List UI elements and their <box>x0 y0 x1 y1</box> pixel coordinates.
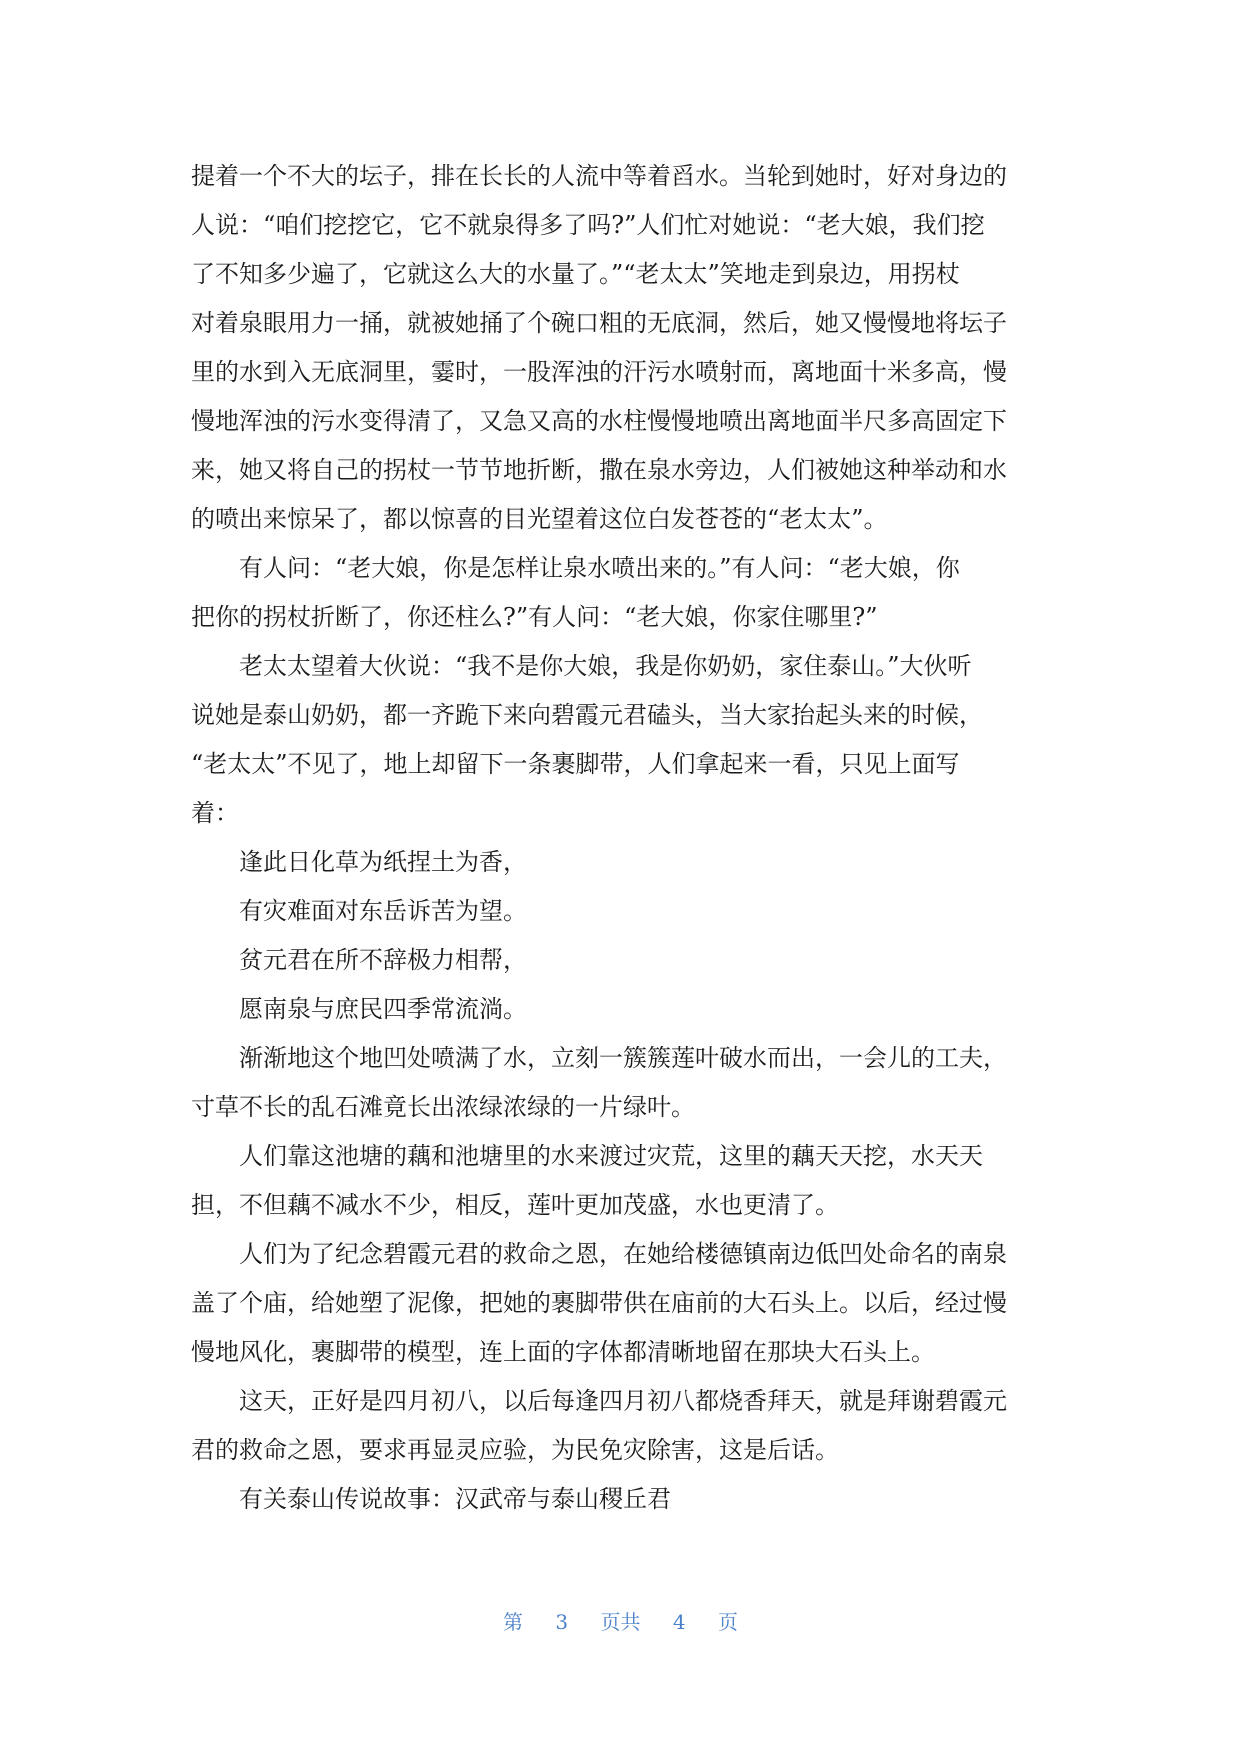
text-line: 对着泉眼用力一捅，就被她捅了个碗口粗的无底洞，然后，她又慢慢地将坛子 <box>191 309 1007 337</box>
text-line: 君的救命之恩，要求再显灵应验，为民免灾除害，这是后话。 <box>191 1436 839 1464</box>
text-line: 人说：“咱们挖挖它，它不就泉得多了吗?”人们忙对她说：“老大娘，我们挖 <box>191 211 985 239</box>
text-line: 担，不但藕不减水不少，相反，莲叶更加茂盛，水也更清了。 <box>191 1191 839 1219</box>
footer-suffix: 页 <box>717 1610 738 1634</box>
text-line: 的喷出来惊呆了，都以惊喜的目光望着这位白发苍苍的“老太太”。 <box>191 505 888 533</box>
text-line: 说她是泰山奶奶，都一齐跪下来向碧霞元君磕头，当大家抬起头来的时候， <box>191 701 983 729</box>
text-line: 这天，正好是四月初八，以后每逢四月初八都烧香拜天，就是拜谢碧霞元 <box>191 1387 1007 1415</box>
poem-line: 有灾难面对东岳诉苦为望。 <box>191 897 527 925</box>
text-line: 渐渐地这个地凹处喷满了水，立刻一簇簇莲叶破水而出，一会儿的工夫， <box>191 1044 1007 1072</box>
poem-line: 愿南泉与庶民四季常流淌。 <box>191 995 527 1023</box>
text-line: 有人问：“老大娘，你是怎样让泉水喷出来的。”有人问：“老大娘，你 <box>191 554 960 582</box>
footer-middle: 页共 <box>600 1610 641 1634</box>
footer-page-number: 3 <box>555 1610 569 1634</box>
section-title-line: 有关泰山传说故事：汉武帝与泰山稷丘君 <box>191 1485 671 1513</box>
text-line: 了不知多少遍了，它就这么大的水量了。”“老太太”笑地走到泉边，用拐杖 <box>191 260 960 288</box>
document-body <box>191 152 1051 1524</box>
text-line: 来，她又将自己的拐杖一节节地折断，撒在泉水旁边，人们被她这种举动和水 <box>191 456 1007 484</box>
text-line: 慢地浑浊的污水变得清了，又急又高的水柱慢慢地喷出离地面半尺多高固定下 <box>191 407 1007 435</box>
text-line: 里的水到入无底洞里，霎时，一股浑浊的汗污水喷射而，离地面十米多高，慢 <box>191 358 1007 386</box>
text-line: 把你的拐杖折断了，你还柱么?”有人问：“老大娘，你家住哪里?” <box>191 603 878 631</box>
text-line: 慢地风化，裹脚带的模型，连上面的字体都清晰地留在那块大石头上。 <box>191 1338 935 1366</box>
text-line: “老太太”不见了，地上却留下一条裹脚带，人们拿起来一看，只见上面写 <box>191 750 960 778</box>
poem-line: 逢此日化草为纸捏土为香， <box>191 848 527 876</box>
text-line: 寸草不长的乱石滩竟长出浓绿浓绿的一片绿叶。 <box>191 1093 695 1121</box>
text-line: 人们为了纪念碧霞元君的救命之恩，在她给楼德镇南边低凹处命名的南泉 <box>191 1240 1007 1268</box>
text-line: 着： <box>191 799 239 827</box>
poem-line: 贫元君在所不辞极力相帮， <box>191 946 527 974</box>
page-footer <box>0 1606 1241 1635</box>
text-line: 提着一个不大的坛子，排在长长的人流中等着舀水。当轮到她时，好对身边的 <box>191 162 1007 190</box>
text-line: 人们靠这池塘的藕和池塘里的水来渡过灾荒，这里的藕天天挖，水天天 <box>191 1142 983 1170</box>
text-line: 老太太望着大伙说：“我不是你大娘，我是你奶奶，家住泰山。”大伙听 <box>191 652 972 680</box>
text-line: 盖了个庙，给她塑了泥像，把她的裹脚带供在庙前的大石头上。以后，经过慢 <box>191 1289 1007 1317</box>
footer-prefix: 第 <box>503 1610 524 1634</box>
footer-total-pages: 4 <box>672 1610 686 1634</box>
